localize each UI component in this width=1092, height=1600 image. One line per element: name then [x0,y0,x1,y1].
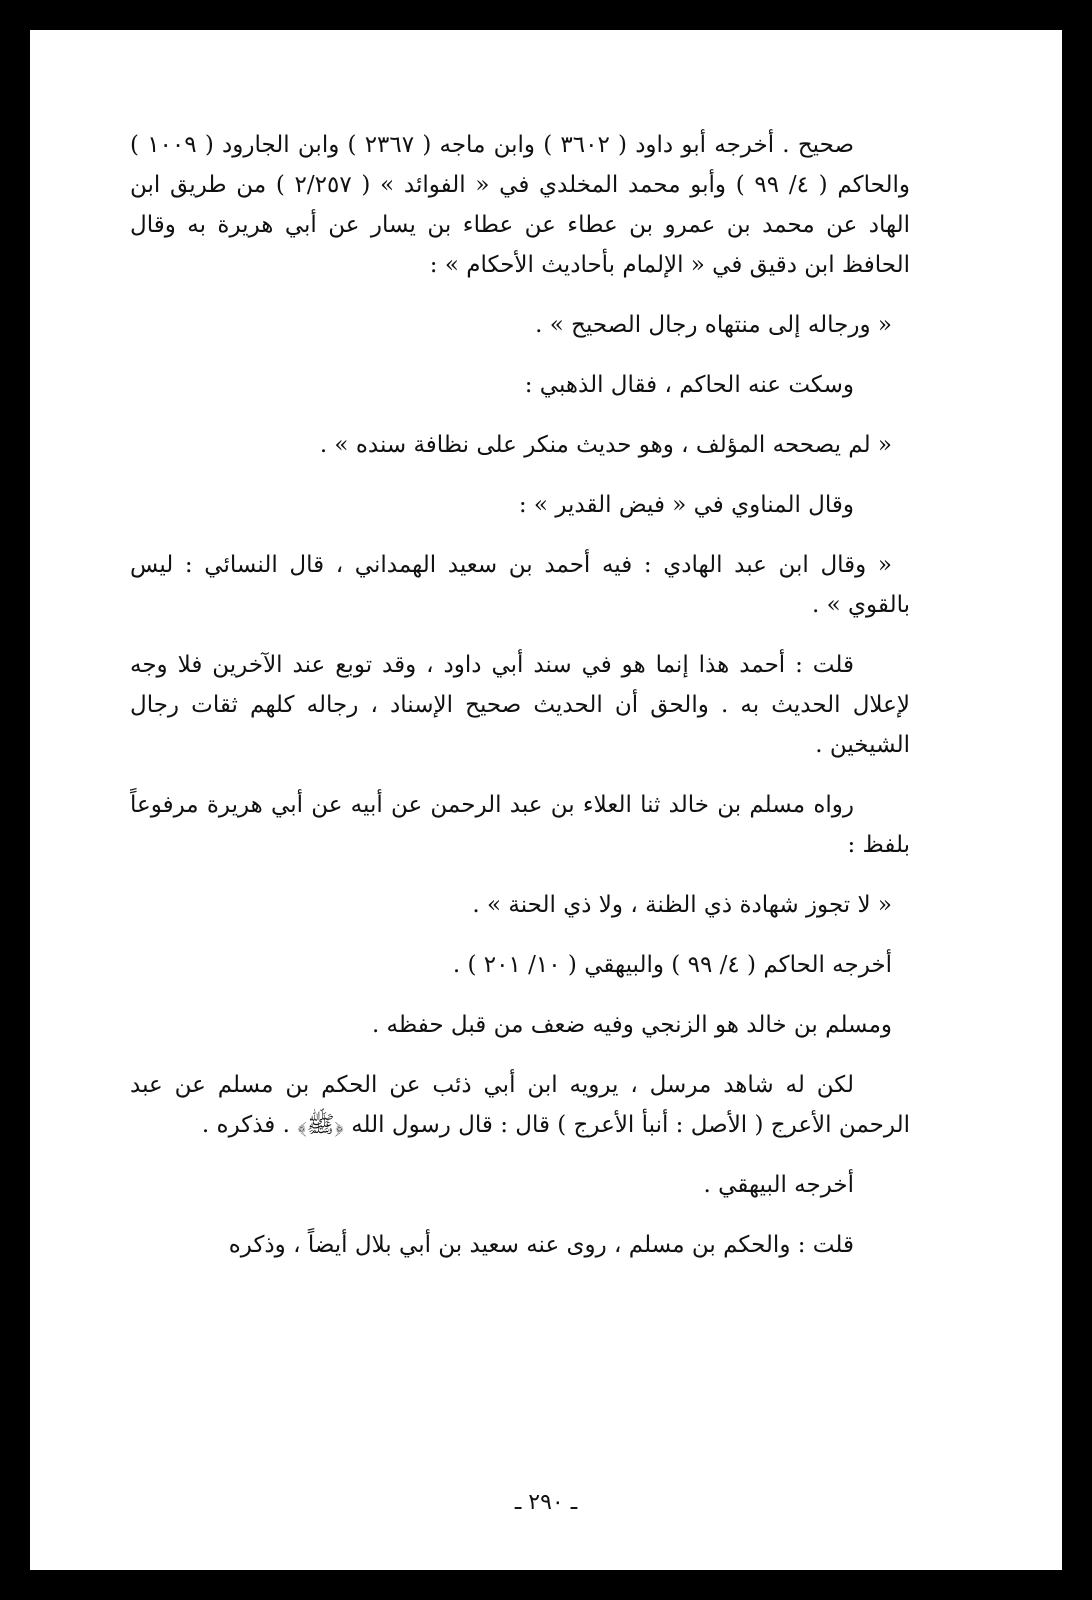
paragraph-11: ومسلم بن خالد هو الزنجي وفيه ضعف من قبل حفظه . [371,1012,892,1038]
paragraph-1: صحيح . أخرجه أبو داود ( ٣٦٠٢ ) وابن ماجه ( ٢٣٦٧ ) وابن الجارود ( ١٠٠٩ ) والحاكم ( ٤/ ٩٩ ) وأبو محمد المخلدي في « الفوائد » ( ٢/٢٥٧ ) من طريق ابن الهاد عن محمد بن عمرو بن عطاء عن عطاء بن يسار عن أبي هريرة به وقال الحافظ ابن دقيق في « الإلمام بأحاديث الأحكام » : [130,132,910,278]
paragraph-2: « ورجاله إلى منتهاه رجال الصحيح » . [535,312,892,338]
paragraph-4: « لم يصححه المؤلف ، وهو حديث منكر على نظافة سنده » . [319,432,892,458]
page-number: ـ ٢٩٠ ـ [514,1490,578,1515]
paragraph-5: وقال المناوي في « فيض القدير » : [518,492,854,518]
paragraph-12: لكن له شاهد مرسل ، يرويه ابن أبي ذئب عن الحكم بن مسلم عن عبد الرحمن الأعرج ( الأصل : أنبأ الأعرج ) قال : قال رسول الله ﴿ﷺ﴾ . فذكره . [130,1072,910,1138]
paragraph-3: وسكت عنه الحاكم ، فقال الذهبي : [524,372,854,398]
paragraph-6: « وقال ابن عبد الهادي : فيه أحمد بن سعيد الهمداني ، قال النسائي : ليس بالقوي » . [130,552,910,618]
book-page [30,30,1062,1570]
paragraph-10: أخرجه الحاكم ( ٤/ ٩٩ ) والبيهقي ( ١٠/ ٢٠١ ) . [452,952,892,978]
paragraph-14: قلت : والحكم بن مسلم ، روى عنه سعيد بن أبي بلال أيضاً ، وذكره [228,1232,854,1258]
paragraph-8: رواه مسلم بن خالد ثنا العلاء بن عبد الرحمن عن أبيه عن أبي هريرة مرفوعاً بلفظ : [130,792,910,858]
paragraph-7: قلت : أحمد هذا إنما هو في سند أبي داود ، وقد توبع عند الآخرين فلا وجه لإعلال الحديث به . والحق أن الحديث صحيح الإسناد ، رجاله كلهم ثقات رجال الشيخين . [130,652,910,758]
page-body [130,125,910,1285]
paragraph-9: « لا تجوز شهادة ذي الظنة ، ولا ذي الحنة » . [472,892,892,918]
paragraph-13: أخرجه البيهقي . [703,1172,854,1198]
